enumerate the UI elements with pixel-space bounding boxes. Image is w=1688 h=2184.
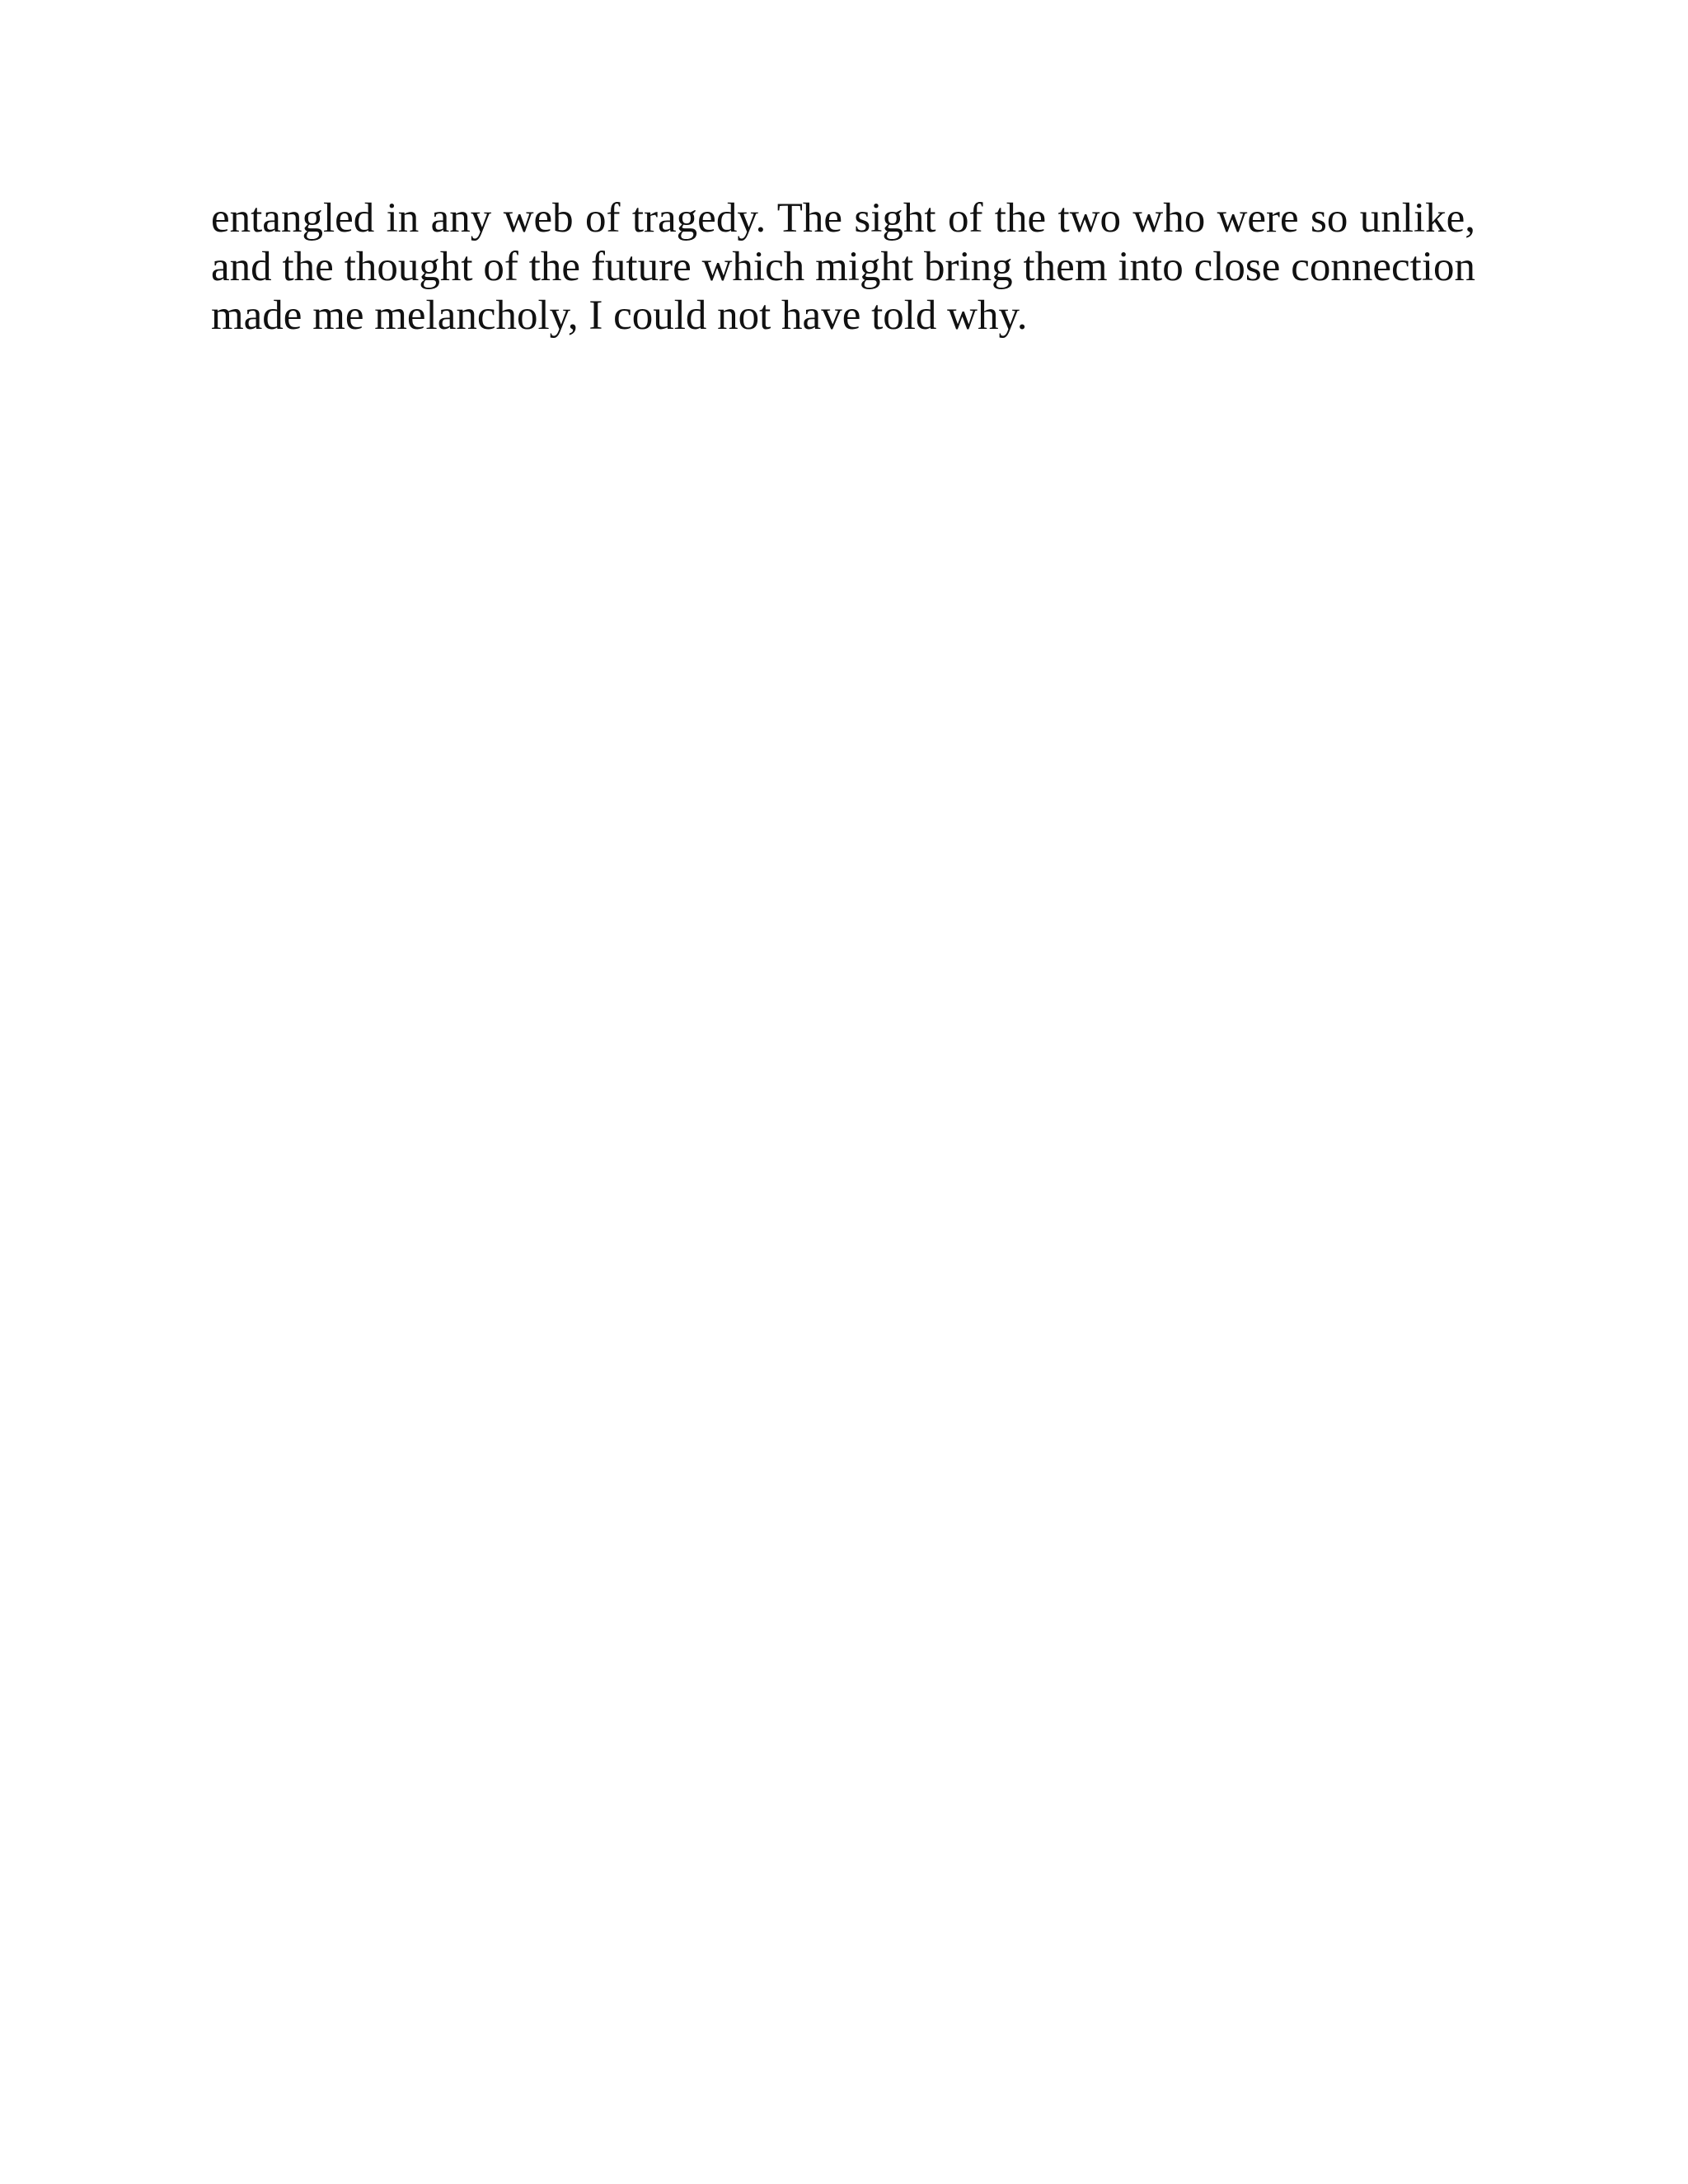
body-paragraph (211, 194, 1475, 340)
paragraph-line-1: entangled in any web of tragedy. The sight of the two who were so unlike, (211, 195, 1475, 241)
paragraph-line-3: made me melancholy, I could not have told why. (211, 293, 1028, 339)
paragraph-line-2: and the thought of the future which might bring them into close connection (211, 244, 1475, 290)
